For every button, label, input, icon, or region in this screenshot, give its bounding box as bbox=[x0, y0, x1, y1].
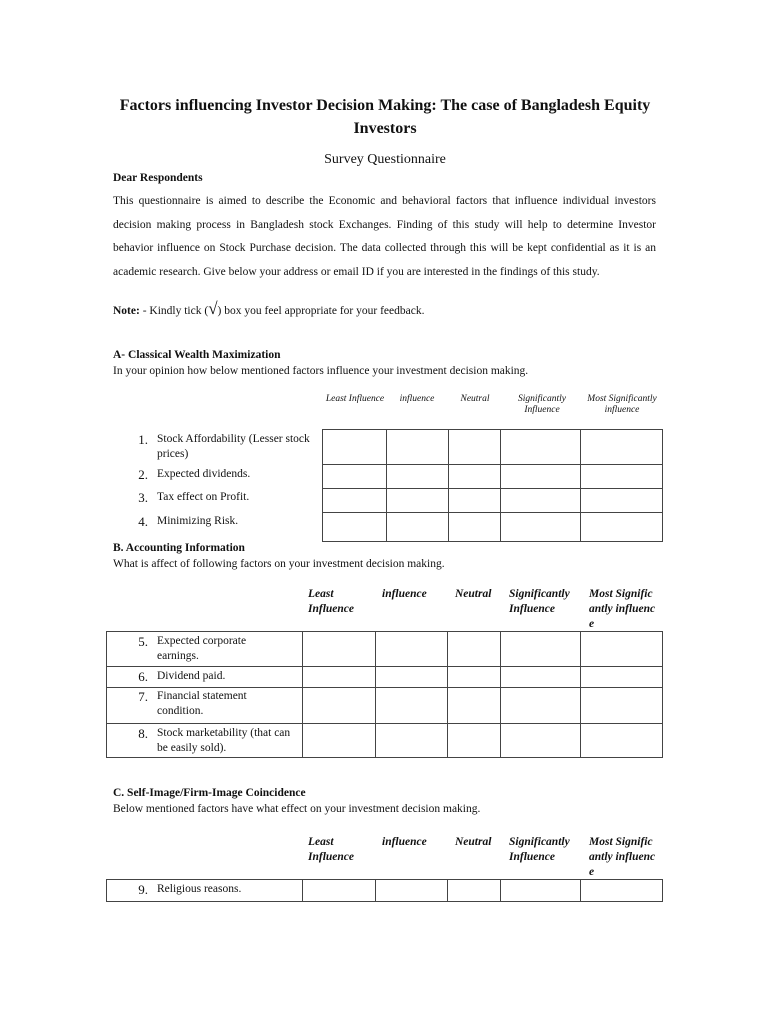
item-text: Minimizing Risk. bbox=[157, 515, 239, 527]
section-b-heading: B. Accounting Information bbox=[113, 542, 245, 554]
rating-cell[interactable] bbox=[302, 724, 375, 758]
rating-cell[interactable] bbox=[581, 513, 663, 542]
rating-cell[interactable] bbox=[302, 632, 375, 667]
rating-cell[interactable] bbox=[581, 430, 663, 465]
intro-paragraph: This questionnaire is aimed to describe the Economic and behavioral factors that influence individual investors decision making process in Bangladesh stock Exchanges. Finding of this study will help to determine Investor behavior influence on Stock Purchase decision. The data collected through this will be kept confidential as it is an academic research. Give below your address or email ID if you are interested in the findings of this study. bbox=[113, 195, 656, 278]
rating-cell[interactable] bbox=[448, 667, 501, 688]
item-text: Dividend paid. bbox=[157, 670, 226, 682]
rating-cell[interactable] bbox=[386, 465, 448, 489]
rating-cell[interactable] bbox=[375, 880, 448, 902]
item-text: Financial statement condition. bbox=[157, 690, 247, 717]
section-a-col-most: Most Significantly influence bbox=[587, 394, 657, 415]
section-c-heading: C. Self-Image/Firm-Image Coincidence bbox=[113, 787, 306, 799]
rating-cell[interactable] bbox=[581, 724, 663, 758]
rating-cell[interactable] bbox=[581, 489, 663, 513]
item-number: 3. bbox=[138, 490, 148, 505]
section-a-col-neutral: Neutral bbox=[460, 394, 490, 404]
section-b-question: What is affect of following factors on your investment decision making. bbox=[113, 558, 445, 570]
table-row bbox=[323, 465, 663, 489]
rating-cell[interactable] bbox=[323, 489, 387, 513]
rating-cell[interactable] bbox=[448, 489, 501, 513]
section-b-col-least: Least Influence bbox=[308, 588, 354, 615]
table-row bbox=[323, 489, 663, 513]
rating-cell[interactable] bbox=[448, 513, 501, 542]
section-c-col-neutral: Neutral bbox=[455, 836, 492, 848]
section-c-col-most: Most Significantly influence bbox=[589, 836, 656, 878]
rating-cell[interactable] bbox=[302, 688, 375, 724]
section-a-col-influence: influence bbox=[399, 394, 435, 404]
rating-cell[interactable] bbox=[501, 513, 581, 542]
item-text: Tax effect on Profit. bbox=[157, 491, 250, 503]
rating-cell[interactable] bbox=[448, 688, 501, 724]
item-number: 4. bbox=[138, 514, 148, 529]
rating-cell[interactable] bbox=[501, 632, 581, 667]
item-text: Religious reasons. bbox=[157, 883, 242, 895]
rating-cell[interactable] bbox=[581, 688, 663, 724]
rating-cell[interactable] bbox=[581, 667, 663, 688]
section-a-col-least: Least Influence bbox=[325, 394, 385, 404]
rating-cell[interactable] bbox=[448, 632, 501, 667]
section-b-col-neutral: Neutral bbox=[455, 588, 492, 600]
rating-cell[interactable] bbox=[323, 465, 387, 489]
rating-cell[interactable] bbox=[375, 724, 448, 758]
item-number: 6. bbox=[138, 669, 148, 684]
salutation: Dear Respondents bbox=[113, 172, 203, 184]
item-text: Stock marketability (that can be easily sold). bbox=[157, 727, 291, 754]
note-line bbox=[113, 299, 425, 318]
rating-cell[interactable] bbox=[448, 880, 501, 902]
rating-cell[interactable] bbox=[501, 489, 581, 513]
rating-cell[interactable] bbox=[581, 632, 663, 667]
item-number: 7. bbox=[138, 689, 148, 704]
rating-cell[interactable] bbox=[375, 667, 448, 688]
item-text: Expected corporate earnings. bbox=[157, 635, 247, 662]
section-c-col-influence: influence bbox=[382, 836, 427, 848]
section-c-question: Below mentioned factors have what effect on your investment decision making. bbox=[113, 803, 481, 815]
section-a-grid bbox=[322, 429, 663, 542]
section-b-col-most: Most Significantly influence bbox=[589, 588, 656, 630]
section-c-col-significant: Significantly Influence bbox=[509, 836, 570, 863]
document-title: Factors influencing Investor Decision Making: The case of Bangladesh Equity Investors bbox=[119, 97, 651, 137]
rating-cell[interactable] bbox=[323, 513, 387, 542]
rating-cell[interactable] bbox=[581, 465, 663, 489]
rating-cell[interactable] bbox=[448, 430, 501, 465]
rating-cell[interactable] bbox=[375, 688, 448, 724]
rating-cell[interactable] bbox=[386, 513, 448, 542]
rating-cell[interactable] bbox=[448, 465, 501, 489]
section-c-col-least: Least Influence bbox=[308, 836, 354, 863]
table-row bbox=[323, 430, 663, 465]
rating-cell[interactable] bbox=[501, 430, 581, 465]
rating-cell[interactable] bbox=[501, 688, 581, 724]
item-number: 8. bbox=[138, 726, 148, 741]
checkmark-icon: √ bbox=[208, 299, 218, 318]
item-number: 2. bbox=[138, 467, 148, 482]
note-text-before: - Kindly tick ( bbox=[139, 305, 209, 317]
rating-cell[interactable] bbox=[501, 724, 581, 758]
rating-cell[interactable] bbox=[501, 465, 581, 489]
rating-cell[interactable] bbox=[501, 667, 581, 688]
rating-cell[interactable] bbox=[448, 724, 501, 758]
item-number: 9. bbox=[138, 882, 148, 897]
rating-cell[interactable] bbox=[386, 430, 448, 465]
item-text: Stock Affordability (Lesser stock prices) bbox=[157, 433, 310, 460]
rating-cell[interactable] bbox=[386, 489, 448, 513]
note-label: Note: bbox=[113, 305, 140, 317]
rating-cell[interactable] bbox=[501, 880, 581, 902]
item-number: 5. bbox=[138, 634, 148, 649]
section-b-col-influence: influence bbox=[382, 588, 427, 600]
note-text-after: ) box you feel appropriate for your feedback. bbox=[217, 305, 425, 317]
section-a-col-significant: Significantly Influence bbox=[517, 394, 567, 415]
section-a-heading: A- Classical Wealth Maximization bbox=[113, 349, 281, 361]
item-number: 1. bbox=[138, 432, 148, 447]
rating-cell[interactable] bbox=[581, 880, 663, 902]
item-text: Expected dividends. bbox=[157, 468, 251, 480]
rating-cell[interactable] bbox=[302, 667, 375, 688]
rating-cell[interactable] bbox=[323, 430, 387, 465]
rating-cell[interactable] bbox=[302, 880, 375, 902]
section-b-col-significant: Significantly Influence bbox=[509, 588, 570, 615]
rating-cell[interactable] bbox=[375, 632, 448, 667]
table-row bbox=[323, 513, 663, 542]
section-a-question: In your opinion how below mentioned factors influence your investment decision making. bbox=[113, 365, 529, 377]
document-subtitle: Survey Questionnaire bbox=[324, 152, 446, 167]
